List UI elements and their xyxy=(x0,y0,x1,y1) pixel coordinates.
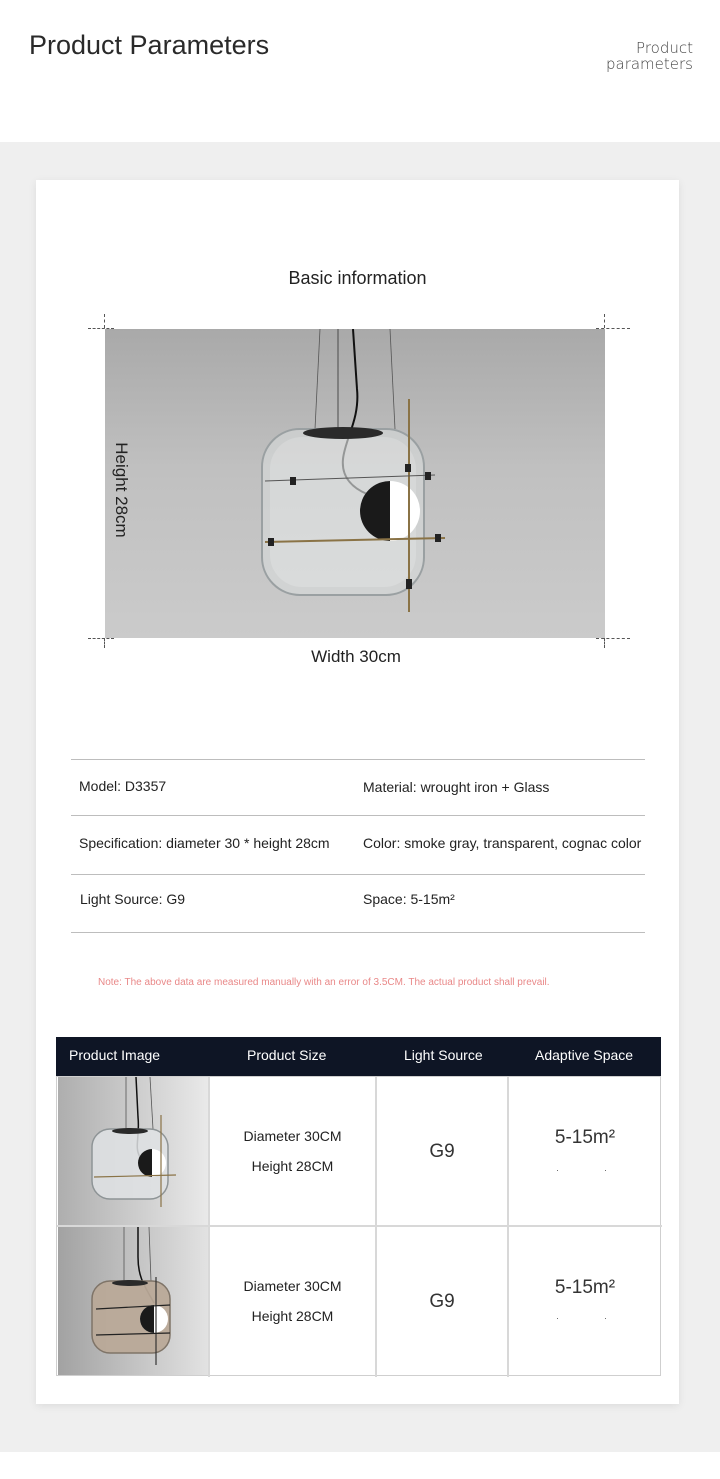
spec-divider xyxy=(71,874,645,875)
page-subtitle-line2: parameters xyxy=(605,55,693,73)
row-adaptive-space: 5-15m² xyxy=(554,1277,616,1298)
dimension-guide xyxy=(88,638,114,639)
spec-space: Space: 5-15m² xyxy=(363,891,455,907)
spec-divider xyxy=(71,932,645,933)
page-subtitle xyxy=(583,40,693,72)
height-dimension-label: Height 28cm xyxy=(112,442,131,538)
product-photo xyxy=(105,329,605,638)
row-size-diameter: Diameter 30CM xyxy=(243,1278,342,1294)
row-size-cell xyxy=(210,1121,375,1181)
spec-divider xyxy=(71,759,645,760)
row-size-diameter: Diameter 30CM xyxy=(243,1128,342,1144)
row-size-cell xyxy=(210,1271,375,1331)
table-header-light-source: Light Source xyxy=(404,1047,483,1063)
page-title: Product Parameters xyxy=(29,30,270,60)
product-table xyxy=(56,1076,661,1376)
parameters-card xyxy=(36,180,679,1404)
spec-divider xyxy=(71,815,645,816)
row-light-source: G9 xyxy=(429,1291,455,1312)
spec-material: Material: wrought iron + Glass xyxy=(363,779,550,795)
decorative-mark: · xyxy=(604,1165,607,1175)
dimension-guide xyxy=(596,638,630,639)
dimension-guide xyxy=(104,314,105,328)
spec-specification: Specification: diameter 30 * height 28cm xyxy=(79,835,330,851)
decorative-mark: · xyxy=(604,1313,607,1323)
decorative-mark: · xyxy=(556,1165,559,1175)
pendant-lamp-thumbnail xyxy=(58,1227,208,1375)
row-light-source: G9 xyxy=(429,1141,455,1162)
spec-color: Color: smoke gray, transparent, cognac color xyxy=(363,835,642,851)
decorative-mark: · xyxy=(556,1313,559,1323)
spec-light-source: Light Source: G9 xyxy=(80,891,186,907)
row-size-height: Height 28CM xyxy=(251,1308,334,1324)
table-header-adaptive-space: Adaptive Space xyxy=(535,1047,634,1063)
dimension-guide xyxy=(604,314,605,328)
table-header-product-image: Product Image xyxy=(69,1047,161,1063)
pendant-lamp-illustration xyxy=(105,329,605,638)
measurement-note: Note: The above data are measured manually with an error of 3.5CM. The actual product shall prevail. xyxy=(98,977,550,988)
page-header xyxy=(0,0,720,142)
spec-model: Model: D3357 xyxy=(79,778,167,794)
pendant-lamp-thumbnail xyxy=(58,1077,208,1225)
width-dimension-label: Width 30cm xyxy=(311,647,401,666)
table-column-divider xyxy=(507,1077,509,1377)
row-adaptive-space: 5-15m² xyxy=(554,1127,616,1148)
table-column-divider xyxy=(375,1077,377,1377)
table-header-product-size: Product Size xyxy=(247,1047,327,1063)
product-thumbnail-cognac xyxy=(58,1227,208,1375)
row-size-height: Height 28CM xyxy=(251,1158,334,1174)
product-table-header xyxy=(56,1037,661,1076)
page-subtitle-line1: Product xyxy=(636,39,693,57)
basic-information-heading: Basic information xyxy=(288,268,427,288)
product-thumbnail-transparent xyxy=(58,1077,208,1225)
